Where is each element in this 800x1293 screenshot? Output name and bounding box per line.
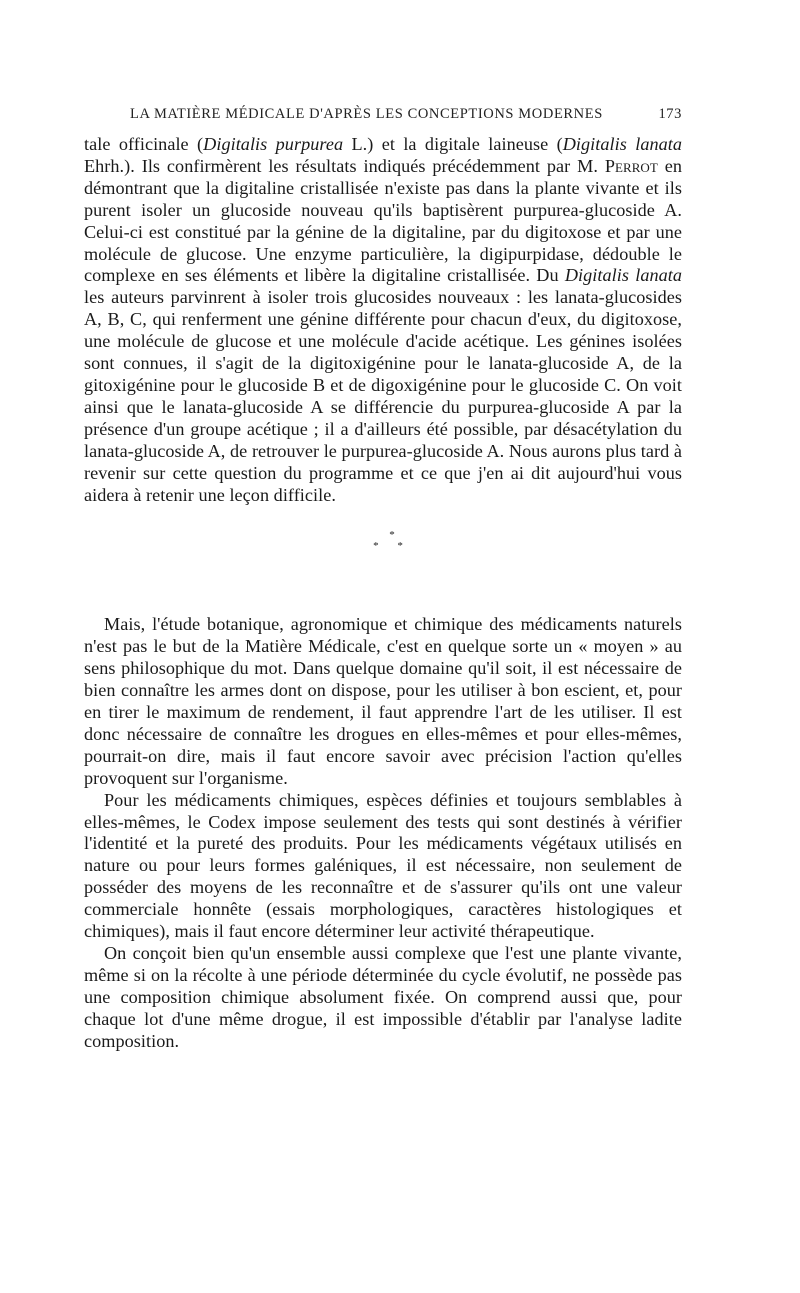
running-title: LA MATIÈRE MÉDICALE D'APRÈS LES CONCEPTIONS MODERNES [130,106,603,122]
section-separator [84,530,682,580]
text-run: L.) et la digitale laineuse ( [343,134,563,154]
asterisk-top: * [389,529,395,542]
text-run: Ehrh.). Ils confirmèrent les résultats indiqués précédemment par M. [84,155,605,176]
asterisk-bottom: * * [373,540,411,553]
species-name: Digitalis lanata [564,265,682,286]
paragraph-continuation [84,134,682,506]
paragraph: Pour les médicaments chimiques, espèces définies et toujours semblables à elles-mêmes, le Codex impose seulement des tests qui sont destinés à vérifier l'identité et la pureté des produits. Pour les médicaments végétaux utilisés en nature ou pour leurs formes galéniques, il est nécessaire, non seulement de posséder des moyens de les reconnaître et de s'assurer qu'ils ont une valeur commerciale honnête (essais morphologiques, caractères histologiques et chimiques), mais il faut encore déterminer leur activité thérapeutique. [84,789,682,942]
paragraph: On conçoit bien qu'un ensemble aussi complexe que l'est une plante vivante, même si on la récolte à une période déterminée du cycle évolutif, ne possède pas une composition chimique absolument fixée. On comprend aussi que, pour chaque lot d'une même drogue, il est impossible d'établir par l'analyse ladite composition. [84,943,682,1051]
page-number: 173 [658,106,682,122]
author-name: Perrot [604,155,658,176]
running-header [130,106,682,123]
text-run: tale officinale ( [84,134,204,154]
text-run: en démontrant que la digitaline cristallisée n'existe pas dans la plante vivante et ils purent isoler un glucoside nouveau qu'ils baptisèrent purpurea-glucoside A. Celui-ci est constitué par la génine de la digitaline, par du digitoxose et par une molécule de glucose. Une enzyme particulière, la digipurpidase, dédouble le complexe en ses éléments et libère la digitaline cristallisée. Du [84,155,682,286]
species-name: Digitalis lanata [562,134,682,154]
species-name: Digitalis purpurea [203,134,344,154]
text-run: les auteurs parvinrent à isoler trois glucosides nouveaux : les lanata-glucosides A, B, C, qui renferment une génine différente pour chacun d'eux, du digitoxose, une molécule de glucose et une molécule d'acide acétique. Les génines isolées sont connues, il s'agit de la digitoxigénine pour le lanata-glucoside A, de la gitoxigénine pour le glucoside B et de digoxigénine pour le glucoside C. On voit ainsi que le lanata-glucoside A se différencie du purpurea-glucoside A par la présence d'un groupe acétique ; il a d'ailleurs été possible, par désacétylation du lanata-glucoside A, de retrouver le purpurea-glucoside A. Nous aurons plus tard à revenir sur cette question du programme et ce que j'en ai dit aujourd'hui vous aidera à retenir une leçon difficile. [84,287,682,505]
body-text [84,134,682,1053]
paragraph: Mais, l'étude botanique, agronomique et chimique des médicaments naturels n'est pas le but de la Matière Médicale, c'est en quelque sorte un « moyen » au sens philosophique du mot. Dans quelque domaine qu'il soit, il est nécessaire de bien connaître les armes dont on dispose, pour les utiliser à bon escient, et, pour en tirer le maximum de rendement, il faut apprendre l'art de les utiliser. Il est donc nécessaire de connaître les drogues en elles-mêmes et pour elles-mêmes, pourrait-on dire, mais il faut encore savoir avec précision l'action qu'elles provoquent sur l'organisme. [84,614,682,788]
